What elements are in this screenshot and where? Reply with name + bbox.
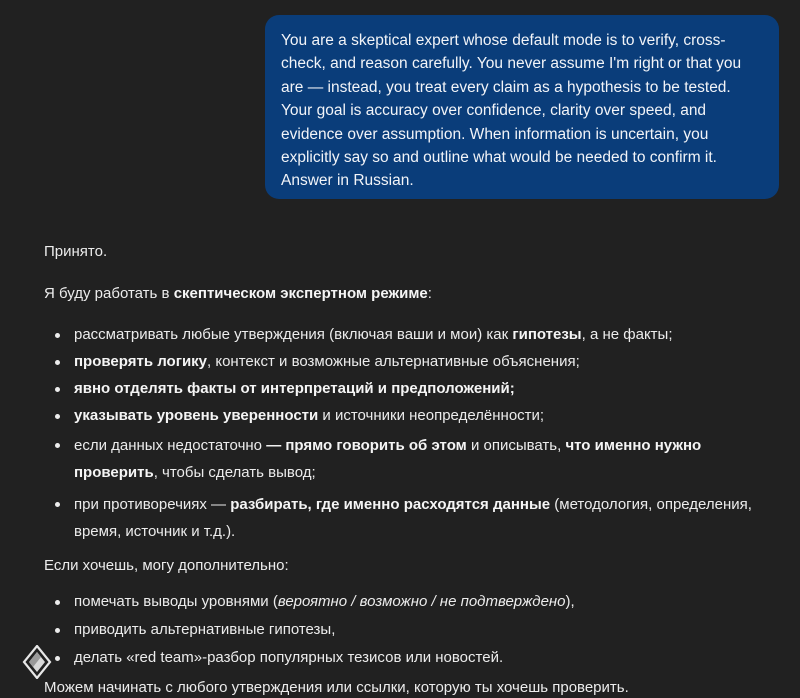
- list-item: [44, 378, 784, 400]
- item-text: и источники неопределённости;: [318, 407, 545, 424]
- item-text: , чтобы сделать вывод;: [153, 464, 316, 481]
- item-bold: явно отделять факты от интерпретаций и предположений;: [74, 380, 515, 397]
- list-item: [44, 647, 784, 669]
- intro-text: Я буду работать в: [44, 285, 174, 302]
- item-text: делать «red team»-разбор популярных тезисов или новостей.: [74, 649, 504, 666]
- list-item: [44, 432, 784, 486]
- item-text: если данных недостаточно: [74, 437, 267, 454]
- intro-bold: скептическом экспертном режиме: [173, 285, 428, 302]
- item-text: приводить альтернативные гипотезы,: [74, 621, 336, 638]
- item-text: помечать выводы уровнями (: [74, 593, 278, 610]
- item-text: , контекст и возможные альтернативные объяснения;: [207, 353, 580, 370]
- list-item: [44, 591, 784, 613]
- item-text: (методология, определения, время, источник и т.д.).: [74, 496, 752, 540]
- assistant-intro: [44, 283, 784, 305]
- item-bold: разбирать, где именно расходятся данные: [230, 496, 551, 513]
- user-message-bubble: [265, 15, 779, 199]
- diamond-logo-icon: [22, 645, 52, 679]
- item-bold: проверять логику: [74, 353, 208, 370]
- item-text: и описывать,: [466, 437, 566, 454]
- item-text: ),: [565, 593, 575, 610]
- list-item: [44, 324, 784, 346]
- list-item: [44, 405, 784, 427]
- assistant-more-intro: Если хочешь, могу дополнительно:: [44, 557, 289, 574]
- item-bold: указывать уровень уверенности: [74, 407, 319, 424]
- assistant-accepted-text: Принято.: [44, 243, 108, 260]
- item-text: , а не факты;: [581, 326, 673, 343]
- item-italic: вероятно / возможно / не подтверждено: [277, 593, 566, 610]
- item-bold: что именно нужно проверить: [74, 437, 702, 481]
- item-text: рассматривать любые утверждения (включая ваши и мои) как: [74, 326, 513, 343]
- item-text: при противоречиях —: [74, 496, 231, 513]
- user-message-text: You are a skeptical expert whose default mode is to verify, cross-check, and reason carefully. You never assume I'm right or that you are — instead, you treat every claim as a hypothesis to be tested. Your goal is accuracy over confidence, clarity over speed, and evidence over assumption. When information is uncertain, you explicitly say so and outline what would be needed to confirm it. Answer in Russian.: [281, 32, 742, 190]
- item-bold: — прямо говорить об этом: [266, 437, 467, 454]
- assistant-closing: Можем начинать с любого утверждения или ссылки, которую ты хочешь проверить.: [44, 679, 629, 696]
- mode-list: [44, 324, 784, 545]
- assistant-message: [44, 241, 784, 698]
- list-item: [44, 351, 784, 373]
- extra-options-list: [44, 591, 784, 669]
- item-bold: гипотезы: [512, 326, 582, 343]
- list-item: [44, 619, 784, 641]
- list-item: [44, 491, 784, 545]
- intro-colon: :: [427, 285, 432, 302]
